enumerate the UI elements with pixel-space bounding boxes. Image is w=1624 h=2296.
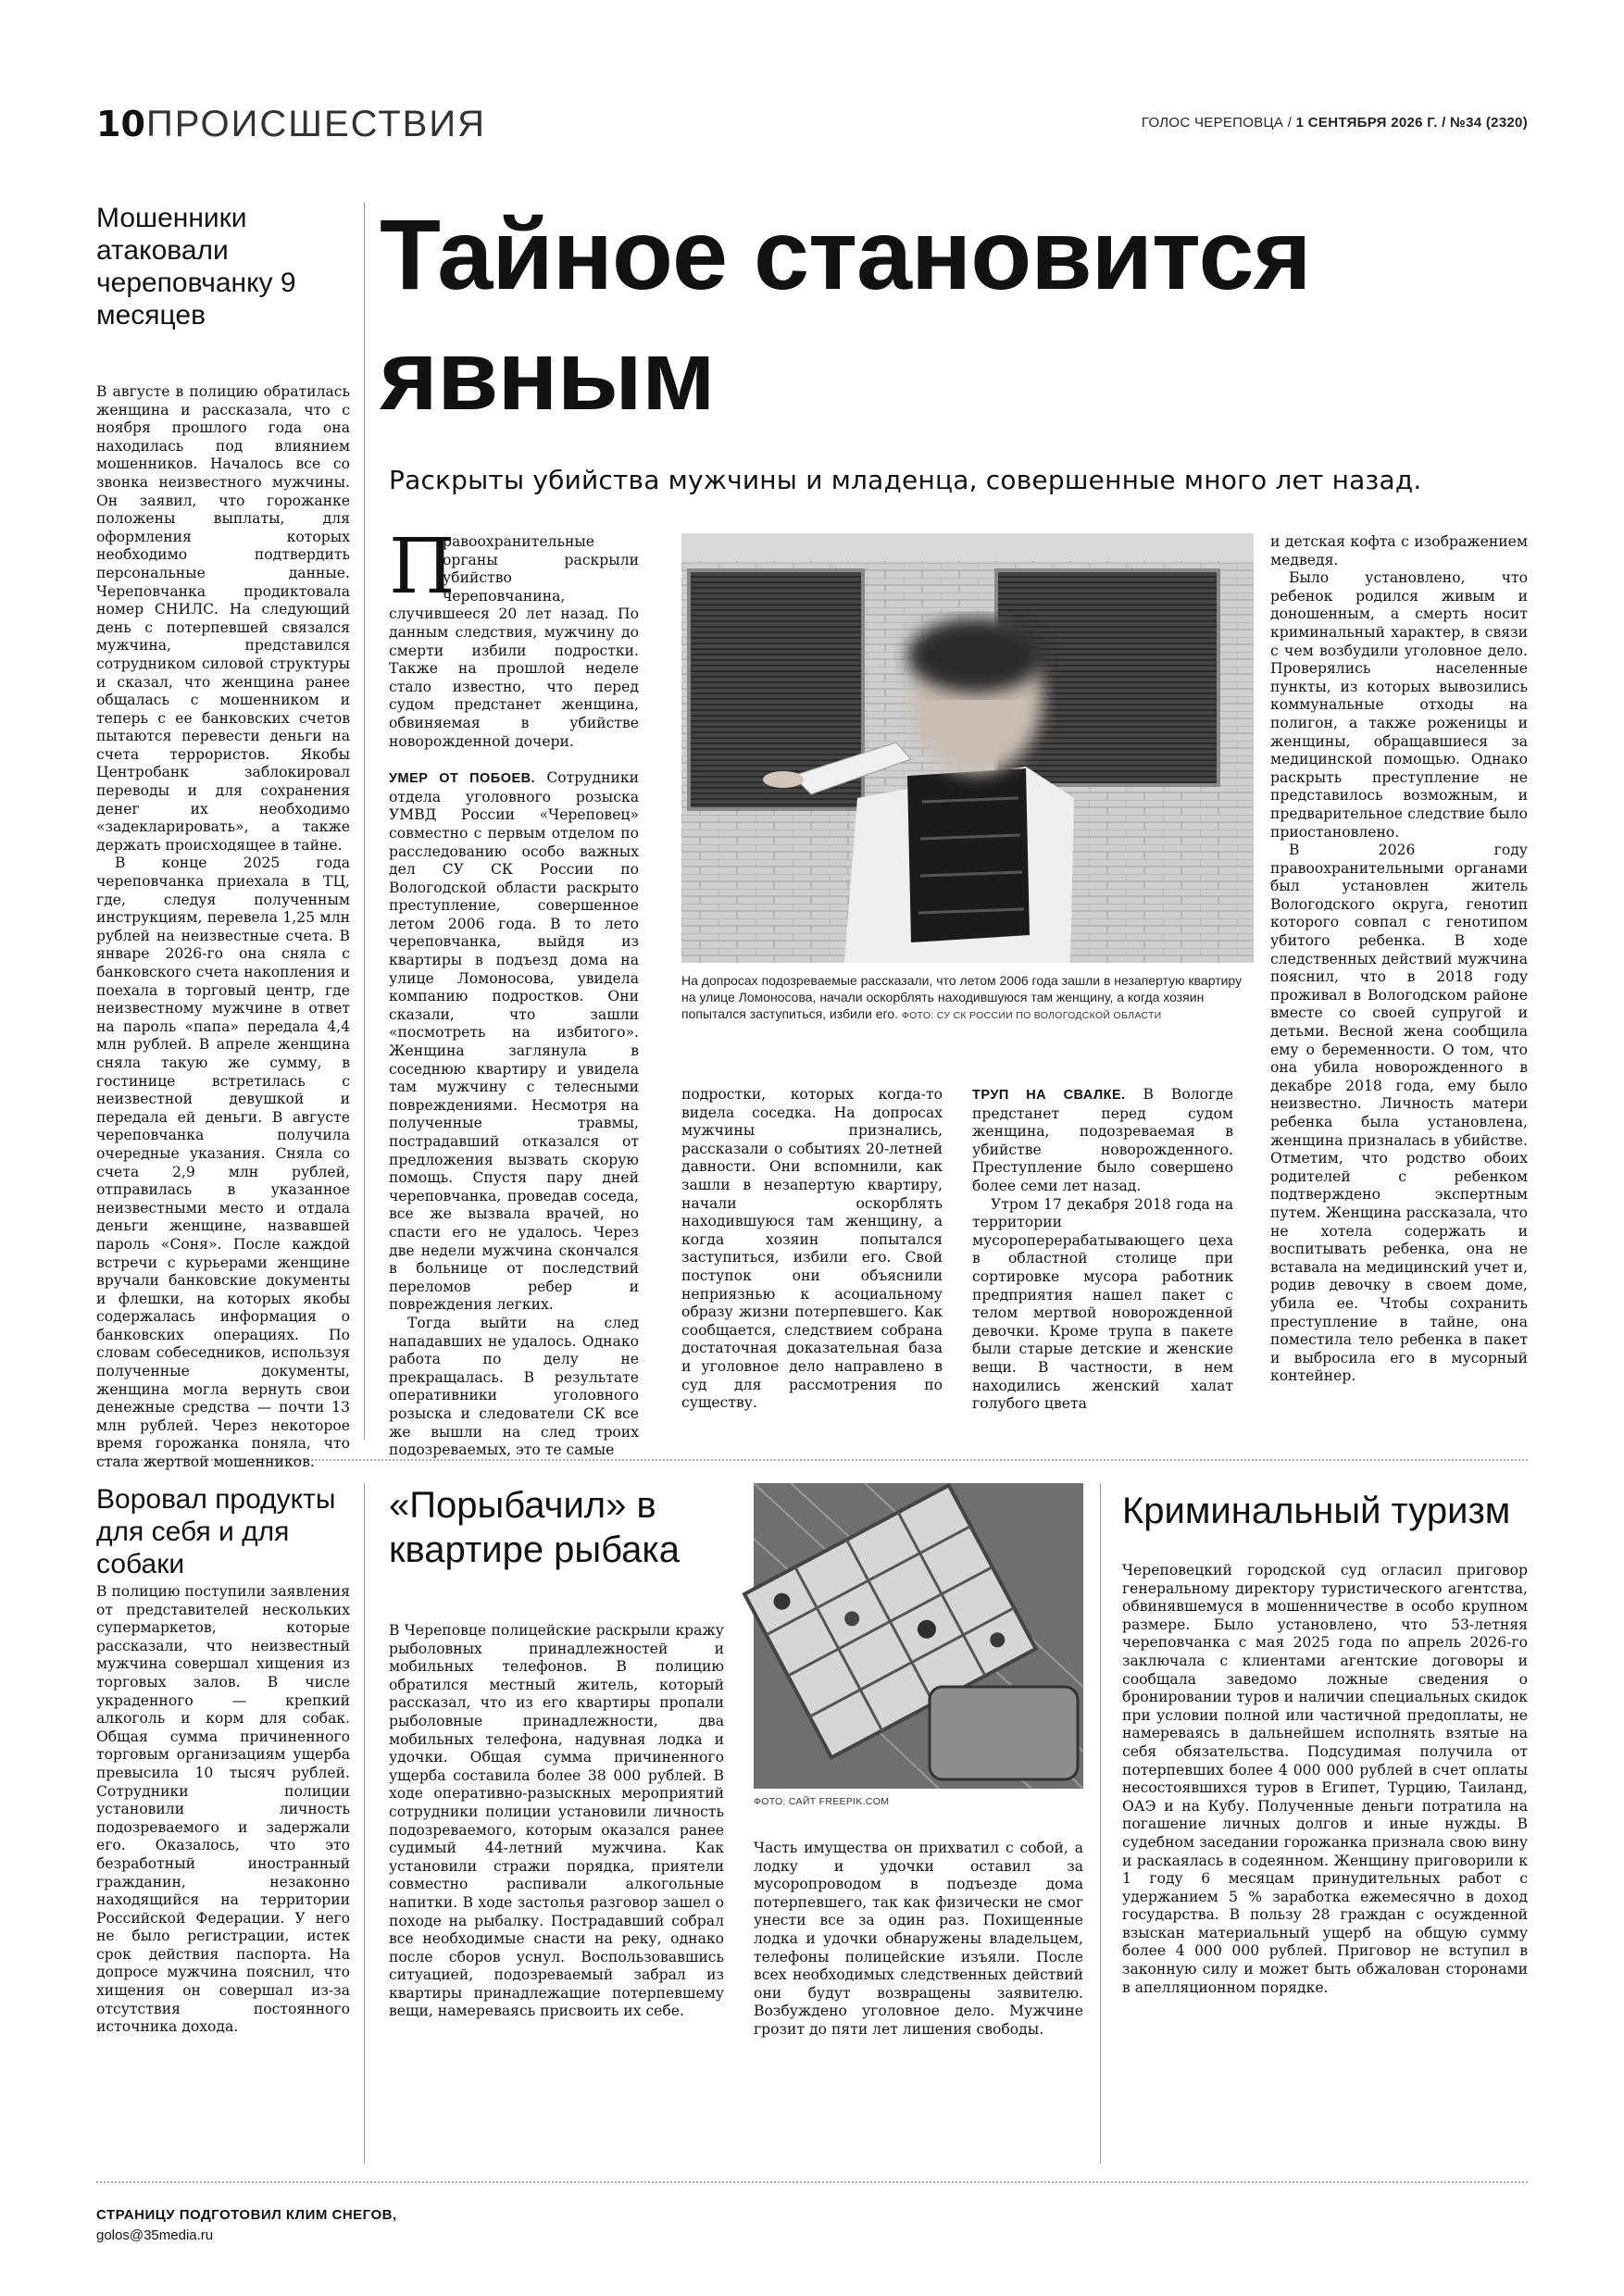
column-divider (364, 202, 365, 1440)
fishing-paragraph: Часть имущества он прихватил с собой, а лодку и удочки оставил за мусоропроводом в подъезде дома потерпевшего, так как физически не смог унести все за один раз. Похищенные лодка и удочки обнаружены владельцем, телефоны полицейские изъяли. После всех необходимых следственных действий они будут возвращены заявителю. Возбуждено уголовное дело. Мужчине грозит до пяти лет лишения свободы. (754, 1840, 1083, 2038)
subhead-beaten: УМЕР ОТ ПОБОЕВ. (389, 771, 536, 787)
main-paragraph: Тогда выйти на след нападавших не удалось. Однако работа по делу не прекращалась. В результате оперативники уголовного розыска и следователи СК все же вышли на след троих подозреваемых, это те самые (389, 1314, 639, 1459)
fraud-paragraph: В конце 2025 года череповчанка приехала в ТЦ, где, следуя полученным инструкциям, перевела 1,25 млн рублей на неизвестные счета. В январе 2026-го она сняла с банковского счета накопления и поехала в торговый центр, где неизвестному мужчине в ответ на пароль «папа» передала 4,4 млн рублей. В апреле женщина сняла такую же сумму, в гостинице встретилась с неизвестной девушкой и передала ей деньги. В августе череповчанка получила очередные указания. Сняла со счета 2,9 млн рублей, отправилась в указанное неизвестными место и отдала деньги женщине, назвавшей пароль «Соня». После каждой встречи с курьерами женщине вручали банковские документы и флешки, на которых якобы содержалась информация о банковских операциях. По словам собеседников, используя полученные документы, женщина могла вернуть свои денежные средства — почти 13 млн рублей. Через некоторое время горожанка поняла, что стала жертвой мошенников. (96, 855, 350, 1471)
main-paragraph: Утром 17 декабря 2018 года на территории мусороперерабатывающего цеха в областной столице при сортировке мусора работник предприятия нашел пакет с телом мертвой новорожденной девочки. Кроме трупа в пакете были старые детские и женские вещи. В частности, в нем находились женский халат голубого цвета (972, 1195, 1233, 1413)
section-title: ПРОИСШЕСТВИЯ (146, 104, 486, 144)
fishing-headline: «Порыбачил» в квартире рыбака (389, 1485, 681, 1570)
main-paragraph: Сотрудники отдела уголовного розыска УМВД России «Череповец» совместно с первым отделом по расследованию особо важных дел СУ СК России по Вологодской области раскрыто преступление, совершенное летом 2006 года. В то лето череповчанка, выйдя из квартиры в подъезд дома на улице Ломоносова, увидела компанию подростков. Они сказали, что зашли «посмотреть на избитого». Женщина заглянула в соседнюю квартиру и увидела там мужчину с телесными повреждениями. Несмотря на полученные травмы, пострадавший отказался от предложения вызвать скорую помощь. Спустя пару дней череповчанка, проведав соседа, все же вызвала врачей, но спасти его не удалось. Через две недели мужчина скончался в больнице от последствий переломов ребер и повреждения легких. (389, 769, 639, 1314)
main-paragraph: Было установлено, что ребенок родился живым и доношенным, а смерть носит криминальный характер, в связи с чем возбудили уголовное дело. Проверялись населенные пункты, из которых вывозились коммунальные отходы на полигон, а также роженицы и женщины, обращавшиеся за медицинской помощью. Однако раскрыть преступление не представилось возможным, и предварительное следствие было приостановлено. (1270, 569, 1528, 841)
main-title: Тайное становится явным (380, 198, 1311, 430)
tourism-article (1122, 1562, 1528, 1997)
tourism-headline: Криминальный туризм (1122, 1491, 1511, 1531)
groceries-headline: Воровал продукты для себя и для собаки (96, 1484, 336, 1579)
fishing-article-col1 (389, 1622, 724, 2021)
photo-credit: ФОТО: СУ СК РОССИИ ПО ВОЛОГОДСКОЙ ОБЛАСТИ (901, 1010, 1162, 1021)
fraud-article (96, 383, 350, 1472)
column-divider (364, 1483, 365, 2164)
fishing-photo-credit: ФОТО: САЙТ FREEPIK.COM (754, 1796, 890, 1807)
main-column-2 (681, 1086, 943, 1413)
main-paragraph: и детская кофта с изображением медведя. (1270, 533, 1528, 568)
groceries-article (96, 1583, 350, 2037)
main-subtitle: Раскрыты убийства мужчины и младенца, совершенные много лет назад. (389, 465, 1422, 495)
main-paragraph: В 2026 году правоохранительными органами был установлен житель Вологодского округа, генотип которого совпал с генотипом убитого ребенка. В ходе следственных действий мужчина пояснил, что в 2018 году проживал в Вологодском районе вместе со своей супругой и детьми. Весной жена сообщила ему о беременности. О том, что она убила новорожденного в декабре 2018 года, ему было неизвестно. Личность матери ребенка была установлена, женщина призналась в убийстве. Отметим, что родство обоих родителей с ребенком подтверждено экспертным путем. Женщина рассказала, что не хотела содержать и воспитывать ребенка, она не вставала на медицинский учет и, родив девочку в своем доме, убила ее. Чтобы сохранить преступление в тайне, она поместила тело ребенка в пакет и выбросила его в мусорный контейнер. (1270, 842, 1528, 1385)
editor-email[interactable]: golos@35media.ru (96, 2227, 214, 2243)
drop-cap: П (389, 523, 456, 611)
photo-caption (681, 972, 1254, 1024)
tourism-paragraph: Череповецкий городской суд огласил приговор генеральному директору туристического агентства, обвинявшемуся в мошенничестве в особо крупном размере. Было установлено, что 53-летняя череповчанка с мая 2025 года по апрель 2026-го заключала с клиентами агентские договоры и сообщала заведомо ложные сведения о бронировании туров и наличии специальных скидок при условии полной или частичной предоплаты, не намереваясь в дальнейшем исполнять взятые на себя обязательства. Подсудимая получила от потерпевших более 4 000 000 рублей в счет оплаты несостоявшихся туров в Египет, Турцию, Таиланд, ОАЭ и на Кубу. Полученные деньги потратила на погашение личных долгов и иные нужды. В судебном заседании горожанка признала свою вину и раскаялась в содеянном. Женщину приговорили к 1 году 6 месяцам принудительных работ с удержанием 5 % заработка ежемесячно в доход государства. В пользу 28 граждан с осужденной взыскан материальный ущерб на общую сумму более 4 000 000 рублей. Приговор не вступил в законную силу и может быть обжалован сторонами в апелляционном порядке. (1122, 1562, 1528, 1996)
masthead-date: 1 СЕНТЯБРЯ 2026 Г. / №34 (2320) (1295, 115, 1528, 131)
fishing-article-col2 (754, 1840, 1083, 2040)
fraud-paragraph: В августе в полицию обратилась женщина и рассказала, что с ноября прошлого года она находилась под влиянием мошенников. Началось все со звонка неизвестного мужчины. Он заявил, что горожанке положены выплаты, для оформления которых необходимо подтвердить персональные данные. Череповчанка продиктовала номер СНИЛС. На следующий день с потерпевшей связался мужчина, представился сотрудником силовой структуры и сказал, что женщина ранее общалась с мошенником и теперь с ее банковских счетов пытаются перевести деньги на счета террористов. Якобы Центробанк заблокировал переводы и для сохранения денег их необходимо «задекларировать», а также держать происходящее в тайне. (96, 383, 350, 854)
tackle-box-photo (754, 1483, 1083, 1789)
masthead-name: ГОЛОС ЧЕРЕПОВЦА / (1141, 115, 1293, 131)
suspect-photo (681, 533, 1254, 963)
fraud-headline: Мошенники атаковали череповчанку 9 месяцев (96, 203, 296, 331)
column-divider (1100, 1483, 1101, 2164)
page-number: 10 (96, 104, 145, 144)
main-column-4 (1270, 533, 1528, 1386)
subhead-dump: ТРУП НА СВАЛКЕ. (972, 1088, 1126, 1103)
main-paragraph: В Вологде предстанет перед судом женщина, подозреваемая в убийстве новорожденного. Преступление было совершено более семи лет назад. (972, 1086, 1234, 1194)
tackle-box-image (754, 1483, 1083, 1789)
main-column-1 (389, 523, 639, 1459)
groceries-paragraph: В полицию поступили заявления от представителей нескольких супермаркетов, которые рассказали, что неизвестный мужчина совершал хищения из торговых залов. В числе украденного — крепкий алкоголь и корм для собак. Общая сумма причиненного торговым организациям ущерба превысила 10 тысяч рублей. Сотрудники полиции установили личность подозреваемого и задержали его. Оказалось, что это безработный иностранный гражданин, незаконно находящийся на территории Российской Федерации. У него не было регистрации, истек срок действия паспорта. На допросе мужчина пояснил, что хищения он совершал из-за отсутствия постоянного источника дохода. (96, 1583, 350, 2036)
page-editor: СТРАНИЦУ ПОДГОТОВИЛ КЛИМ СНЕГОВ, (96, 2207, 397, 2223)
main-paragraph: подростки, которых когда-то видела соседка. На допросах мужчины признались, рассказали о событиях 20-летней давности. Они вспомнили, как зашли в незапертую квартиру, начали оскорблять находившуюся там женщину, а когда хозяин попытался заступиться, избили его. Свой поступок они объяснили неприязнью к асоциальному образу жизни потерпевшего. Как сообщается, следствием собрана достаточная доказательная база и уголовное дело направлено в суд для рассмотрения по существу. (681, 1086, 943, 1412)
fishing-paragraph: В Череповце полицейские раскрыли кражу рыболовных принадлежностей и мобильных телефонов. В полицию обратился местный житель, который рассказал, что из его квартиры пропали рыболовные принадлежности, два мобильных телефона, надувная лодка и удочки. Общая сумма причиненного ущерба составила более 38 000 рублей. В ходе оперативно-разыскных мероприятий сотрудники полиции установили личность подозреваемого, которым оказался ранее судимый 44-летний мужчина. Как установили стражи порядка, приятели совместно распивали алкогольные напитки. В ходе застолья разговор зашел о походе на рыбалку. Пострадавший собрал все необходимые снасти на реку, однако после сборов уснул. Воспользовавшись ситуацией, подозреваемый забрал из квартиры принадлежащие потерпевшему вещи, намереваясь присвоить их себе. (389, 1622, 724, 2020)
suspect-photo-image (681, 533, 1254, 963)
masthead (1142, 115, 1528, 131)
main-column-3 (972, 1086, 1233, 1414)
footer-divider (96, 2181, 1528, 2183)
main-intro: равоохранительные органы раскрыли убийство череповчанина, случившееся 20 лет назад. По данным следствия, мужчину до смерти избили подростки. Также на прошлой неделе стало известно, что перед судом предстанет женщина, обвиняемая в убийстве новорожденной дочери. (389, 533, 639, 750)
photo-caption-text: На допросах подозреваемые рассказали, что летом 2006 года зашли в незапертую квартиру на улице Ломоносова, начали оскорблять находившуюся там женщину, а когда хозяин попытался заступиться, избили его. (681, 973, 1243, 1021)
